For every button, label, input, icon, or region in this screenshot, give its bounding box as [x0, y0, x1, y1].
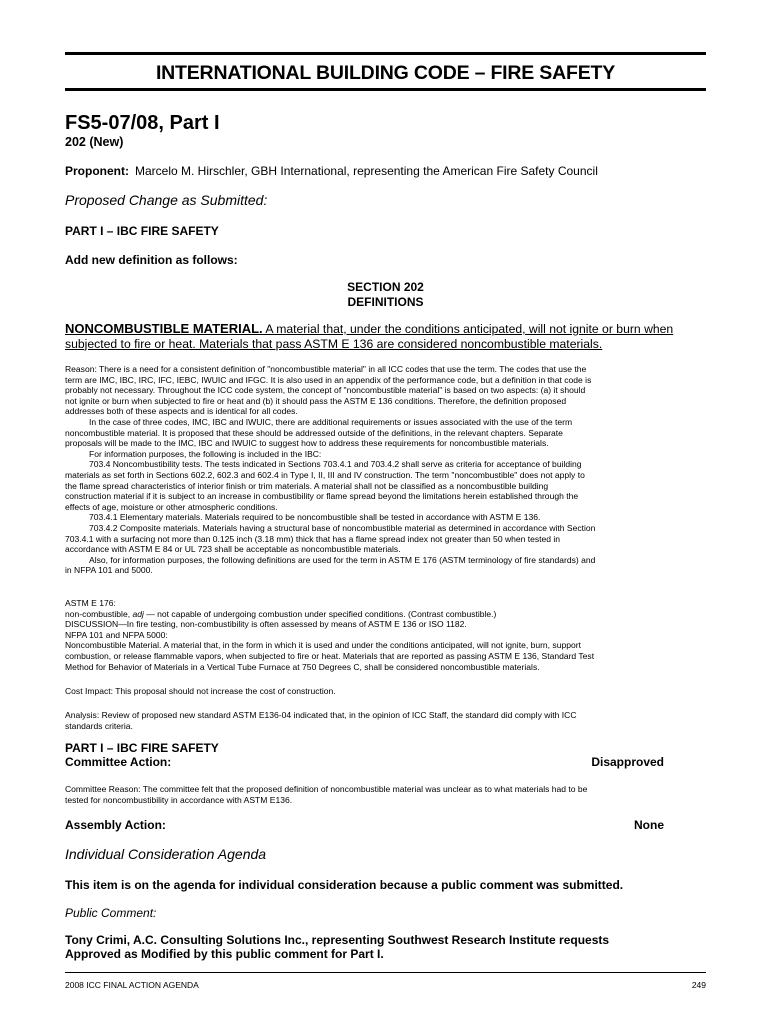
- reason-line: not ignite or burn when subjected to fire or heat and (b) it should pass the ASTM E 136 conditions. Therefore, the definition proposed: [65, 395, 567, 406]
- reason-line: Reason: There is a need for a consistent definition of "noncombustible material" in all ICC codes that use the term. The codes that use the: [65, 364, 587, 374]
- proponent-line: [65, 164, 598, 178]
- astm-definition: [65, 609, 706, 620]
- reason-line: addresses both of these aspects and is identical for all codes.: [65, 406, 298, 417]
- footer-page-number: 249: [691, 980, 706, 990]
- definition-block: [65, 322, 706, 351]
- public-comment-heading: Public Comment:: [65, 906, 157, 920]
- ibc-703-4-2-line: 703.4.2 Composite materials. Materials having a structural base of noncombustible material as determined in accordance with Section: [89, 522, 596, 533]
- ibc-703-4-2-line: accordance with ASTM E 84 or UL 723 shall be acceptable as noncombustible materials.: [65, 544, 401, 555]
- assembly-action-row: [65, 818, 664, 832]
- astm-heading: ASTM E 176:: [65, 598, 116, 608]
- public-comment-line-2: Approved as Modified by this public comment for Part I.: [65, 947, 384, 961]
- analysis-line: Analysis: Review of proposed new standard ASTM E136-04 indicated that, in the opinion of ICC Staff, the standard did comply with ICC: [65, 710, 577, 720]
- reason-line: noncombustible material. It is proposed that these should be addressed outside of the definitions, in the relevant chapters. Separate: [65, 427, 563, 438]
- astm-block: [65, 598, 706, 672]
- code-change-title: FS5-07/08, Part I: [65, 112, 220, 134]
- ibc-703-4-line: 703.4 Noncombustibility tests. The tests indicated in Sections 703.4.1 and 703.4.2 shall serve as criteria for acceptance of building: [89, 459, 582, 470]
- nfpa-line: Noncombustible Material. A material that, in the form in which it is used and under the conditions anticipated, will not ignite, burn, support: [65, 640, 581, 651]
- section-number: SECTION 202: [347, 280, 424, 294]
- section-name: DEFINITIONS: [347, 295, 424, 309]
- ibc-703-4-1-line: 703.4.1 Elementary materials. Materials required to be noncombustible shall be tested in accordance with ASTM E 136.: [89, 512, 541, 523]
- ibc-703-4-line: construction material if it is subject to an increase in combustibility or flame spread beyond the limitations herein established through the: [65, 491, 579, 502]
- cost-impact: [65, 686, 706, 697]
- astm-discussion: DISCUSSION—In fire testing, non-combustibility is often assessed by means of ASTM E 136 or ISO 1182.: [65, 619, 467, 630]
- assembly-action-value: None: [634, 818, 664, 832]
- nfpa-line: combustion, or release flammable vapors, when subjected to fire or heat. Materials that are reported as passing ASTM E 136, Standard Test: [65, 650, 595, 661]
- astm-def-term: non-combustible,: [65, 608, 133, 619]
- add-definition-instruction: Add new definition as follows:: [65, 253, 238, 267]
- committee-reason-block: [65, 784, 706, 805]
- committee-action-value: Disapproved: [591, 755, 664, 769]
- analysis-line: standards criteria.: [65, 720, 133, 731]
- individual-consideration-heading: Individual Consideration Agenda: [65, 846, 267, 862]
- assembly-action-label: Assembly Action:: [65, 818, 166, 832]
- astm-def-pos: adj: [132, 608, 144, 619]
- cost-impact-text: Cost Impact: This proposal should not increase the cost of construction.: [65, 686, 336, 696]
- nfpa-line: Method for Behavior of Materials in a Vertical Tube Furnace at 750 Degrees C, shall be considered noncombustible materials.: [65, 661, 540, 672]
- astm-intro-line: Also, for information purposes, the following definitions are used for the term in ASTM E 176 (ASTM terminology of fire standards) and: [89, 554, 596, 565]
- nfpa-heading: NFPA 101 and NFPA 5000:: [65, 629, 168, 640]
- definition-line-1: [65, 322, 706, 337]
- header-rule-bottom: [65, 88, 706, 91]
- reason-line: For information purposes, the following is included in the IBC:: [89, 448, 322, 459]
- ibc-703-4-line: effects of age, moisture or other atmospheric conditions.: [65, 501, 278, 512]
- header-rule-top: [65, 52, 706, 55]
- astm-intro-line: in NFPA 101 and 5000.: [65, 565, 153, 576]
- page-header-title: INTERNATIONAL BUILDING CODE – FIRE SAFETY: [155, 62, 616, 84]
- code-section-ref: 202 (New): [65, 135, 124, 149]
- part-heading-2: PART I – IBC FIRE SAFETY: [65, 741, 219, 755]
- committee-reason-line: tested for noncombustibility in accordance with ASTM E136.: [65, 794, 293, 805]
- reason-line: probably not necessary. Throughout the ICC code system, the concept of "noncombustible material" is based on two aspects: (a) it should: [65, 385, 586, 396]
- proposed-change-heading: Proposed Change as Submitted:: [65, 192, 268, 208]
- reason-block: [65, 364, 706, 576]
- reason-line: In the case of three codes, IMC, IBC and IWUIC, there are additional requirements or issues associated with the use of the term: [89, 416, 573, 427]
- astm-def-text: — not capable of undergoing combustion under specified conditions. (Contrast combustible.): [143, 608, 497, 619]
- agenda-note: This item is on the agenda for individual consideration because a public comment was submitted.: [65, 878, 624, 892]
- reason-line: term are IMC, IBC, IRC, IFC, IEBC, IWUIC and IFGC. It is also used in an appendix of the performance code, but a definition in that code is: [65, 374, 592, 385]
- ibc-703-4-line: the flame spread characteristics of interior finish or trim materials. A material shall not be classified as a noncombustible building: [65, 480, 549, 491]
- proponent-text: Marcelo M. Hirschler, GBH International, representing the American Fire Safety Council: [135, 164, 598, 178]
- analysis-block: [65, 710, 706, 731]
- definition-text-1: A material that, under the conditions anticipated, will not ignite or burn when: [262, 322, 674, 336]
- committee-action-label: Committee Action:: [65, 755, 172, 769]
- definition-term: NONCOMBUSTIBLE MATERIAL.: [65, 321, 263, 336]
- footer-rule: [65, 972, 706, 973]
- committee-action-row: [65, 755, 664, 769]
- footer-agenda-title: 2008 ICC FINAL ACTION AGENDA: [65, 980, 199, 990]
- proponent-label: Proponent:: [65, 164, 129, 178]
- reason-line: proposals will be made to the IMC, IBC and IWUIC to suggest how to address these requirements for noncombustible materials.: [65, 438, 549, 449]
- public-comment-line-1: Tony Crimi, A.C. Consulting Solutions Inc., representing Southwest Research Institute requests: [65, 933, 610, 947]
- definition-line-2: subjected to fire or heat. Materials that pass ASTM E 136 are considered noncombustible materials.: [65, 336, 603, 351]
- part-heading-1: PART I – IBC FIRE SAFETY: [65, 224, 219, 238]
- ibc-703-4-2-line: 703.4.1 with a surfacing not more than 0.125 inch (3.18 mm) thick that has a flame spread index not greater than 50 when tested in: [65, 533, 561, 544]
- committee-reason-line: Committee Reason: The committee felt that the proposed definition of noncombustible material was unclear as to what materials had to be: [65, 784, 588, 794]
- ibc-703-4-line: materials as set forth in Sections 602.2, 602.3 and 602.4 in Type I, II, III and IV construction. The term "noncombustible" does not apply to: [65, 469, 585, 480]
